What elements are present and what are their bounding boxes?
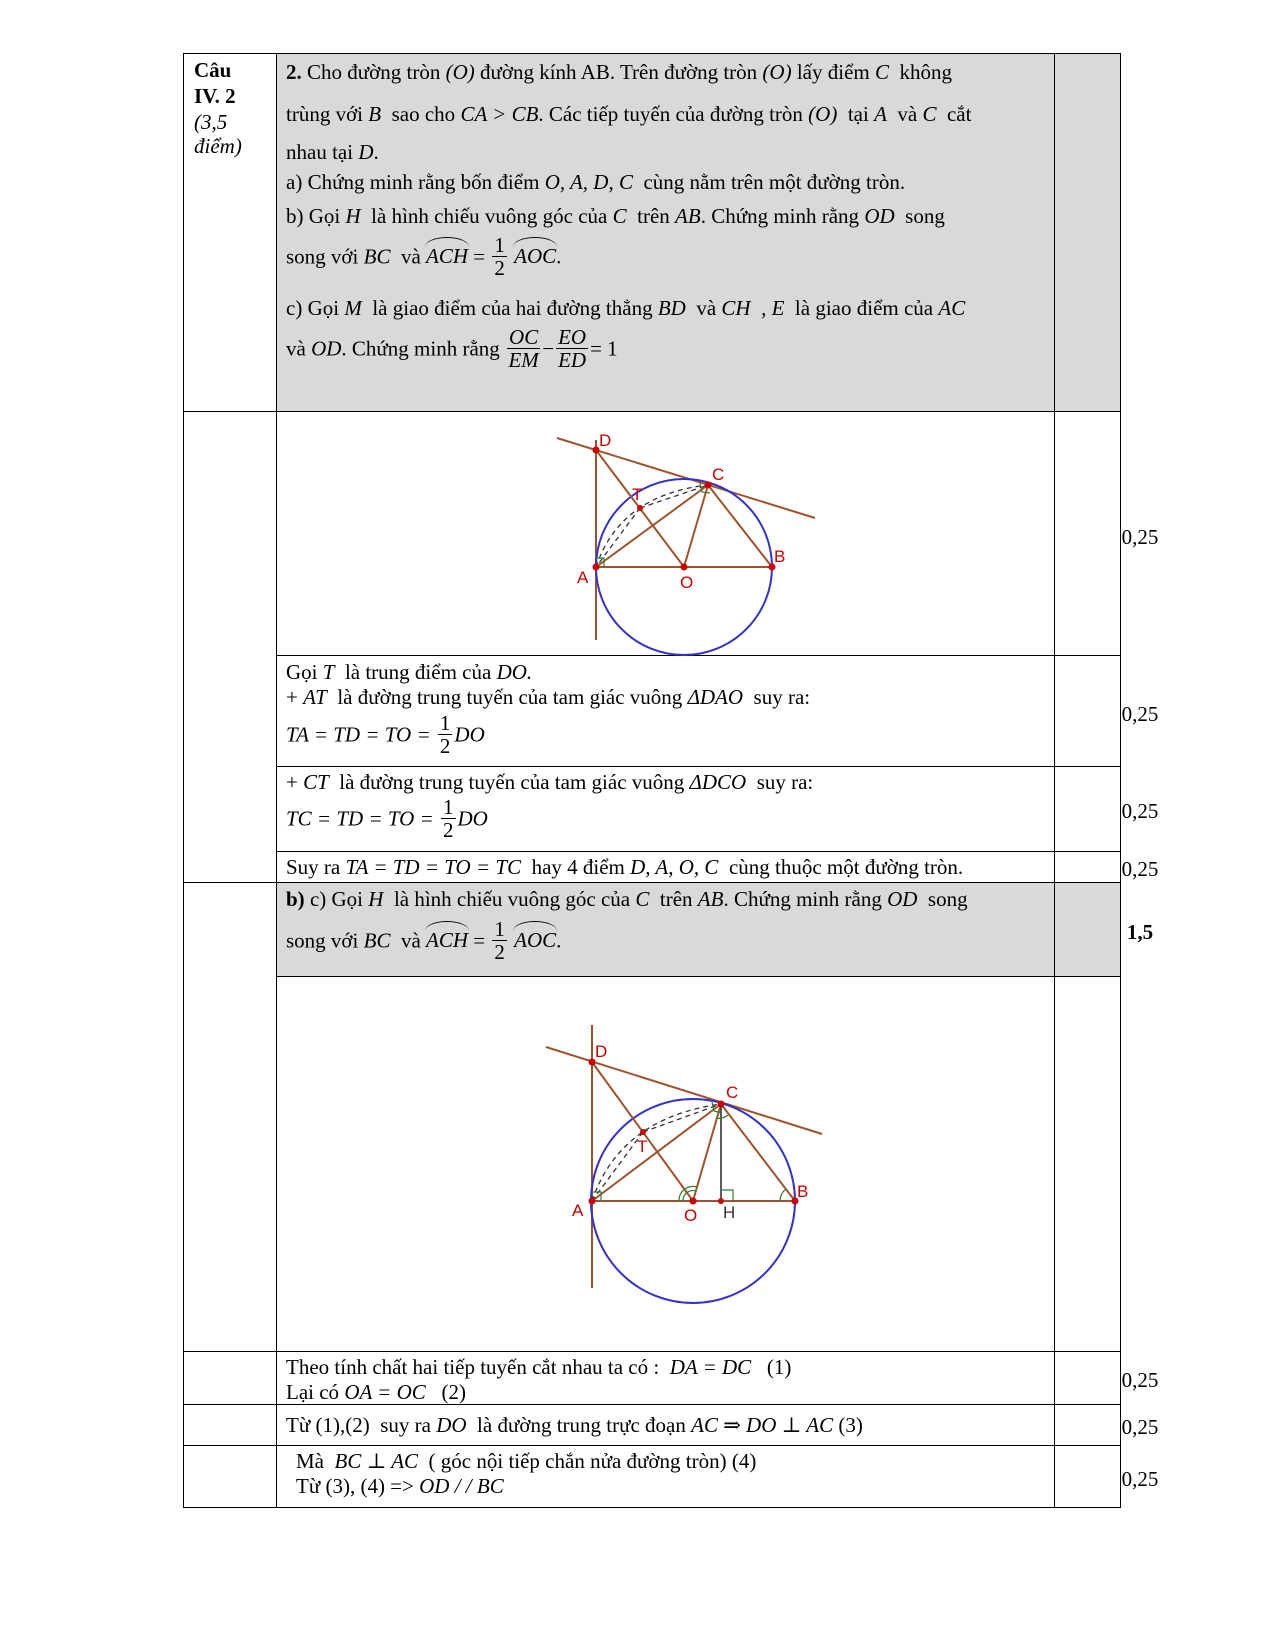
score-sol-3: 0,25 [1121,857,1159,881]
problem-part-b-1: b) Gọi H là hình chiếu vuông góc của C trên AB. Chứng minh rằng OD song [286,204,945,228]
sol-line-4: + CT là đường trung tuyến của tam giác vuông ΔDCO suy ra: [286,770,814,794]
score-cell-bg-1 [1055,54,1120,411]
sol-b-line-4: Mà BC ⊥ AC ( góc nội tiếp chắn nửa đường tròn) (4) [296,1449,757,1473]
problem-line-2: trùng với B sao cho CA > CB. Các tiếp tuyến của đường tròn (O) tại A và C cắt [286,102,972,126]
fig2-label-b: B [797,1182,809,1201]
fig2-label-d: D [595,1042,608,1061]
fig1-label-o: O [680,573,694,592]
fig2-dash-tc [643,1104,721,1132]
problem-line-1: 2. Cho đường tròn (O) đường kính AB. Trên đường tròn (O) lấy điểm C không [286,60,952,84]
problem-part-b-2: song với BC và ACH = $\frac{1}{2}$ AOC. [286,233,562,281]
fig2-point-o [690,1198,697,1205]
figure-2 [540,1015,830,1310]
cau-number: IV. 2 [194,84,236,108]
problem-part-c-1: c) Gọi M là giao điểm của hai đường thẳng BD và CH , E là giao điểm của AC [286,296,966,320]
fig2-dash-ta [592,1132,643,1201]
sol-line-5: TC = TD = TO = $\frac{1}{2}$ DO [286,795,488,843]
part-b-line-1: b) c) Gọi H là hình chiếu vuông góc của C trên AB. Chứng minh rằng OD song [286,887,968,911]
fig2-label-h: H [723,1203,736,1222]
points-label-2: điểm) [194,134,242,158]
sol-line-3: TA = TD = TO = $\frac{1}{2}$ DO [286,711,485,759]
fig1-point-t [637,505,643,511]
fig2-label-a: A [572,1201,584,1220]
fig1-segment-oc [684,485,708,567]
part-b-line-2: song với BC và ACH = $\frac{1}{2}$ AOC. [286,917,562,965]
fig1-point-o [681,564,688,571]
fig2-segment-cb [721,1104,795,1201]
sol-b-line-1: Theo tính chất hai tiếp tuyến cắt nhau ta có : DA = DC (1) [286,1355,792,1379]
figure-1 [540,420,830,656]
sol-b-line-2: Lại có OA = OC (2) [286,1380,467,1404]
fig1-label-d: D [599,431,612,450]
sol-line-2: + AT là đường trung tuyến của tam giác vuông ΔDAO suy ra: [286,685,811,709]
fig2-point-t [640,1129,646,1135]
fig2-label-o: O [684,1206,698,1225]
fig1-label-t: T [632,485,643,504]
score-sol-2: 0,25 [1121,799,1159,823]
fig1-label-b: B [774,547,786,566]
fig2-point-a [589,1198,596,1205]
fig1-segment-ca [596,485,708,567]
fig1-point-a [593,564,600,571]
fig2-label-c: C [726,1083,739,1102]
sol-b-line-5: Từ (3), (4) => OD / / BC [296,1474,504,1498]
points-label: (3,5 [194,110,228,134]
score-sol-b-3: 0,25 [1121,1467,1159,1491]
score-sol-b-1: 0,25 [1121,1368,1159,1392]
score-sol-1: 0,25 [1121,702,1159,726]
sol-line-6: Suy ra TA = TD = TO = TC hay 4 điểm D, A, O, C cùng thuộc một đường tròn. [286,855,964,879]
problem-part-c-2: và OD. Chứng minh rằng $\frac{OC}{EM}$ − $\frac{EO}{ED}$ = 1 [286,325,618,373]
fig2-point-c [718,1101,725,1108]
fig2-angle-b [780,1189,786,1201]
sol-line-1: Gọi T là trung điểm của DO. [286,660,533,684]
fig2-label-t: T [637,1137,648,1156]
score-part-b: 1,5 [1126,920,1154,944]
fig2-segment-ca [592,1104,721,1201]
cau-label: Câu [194,58,232,82]
fig1-label-c: C [712,465,725,484]
problem-line-3: nhau tại D. [286,140,379,164]
fig2-tangent-c [546,1047,822,1134]
fig1-dash-tc [640,485,708,508]
fig1-label-a: A [577,568,589,587]
problem-part-a: a) Chứng minh rằng bốn điểm O, A, D, C cùng nằm trên một đường tròn. [286,170,906,194]
fig1-point-c [705,482,712,489]
score-fig1: 0,25 [1121,525,1159,549]
score-sol-b-2: 0,25 [1121,1415,1159,1439]
sol-b-line-3: Từ (1),(2) suy ra DO là đường trung trực đoạn AC ⇒ DO ⊥ AC (3) [286,1413,863,1437]
